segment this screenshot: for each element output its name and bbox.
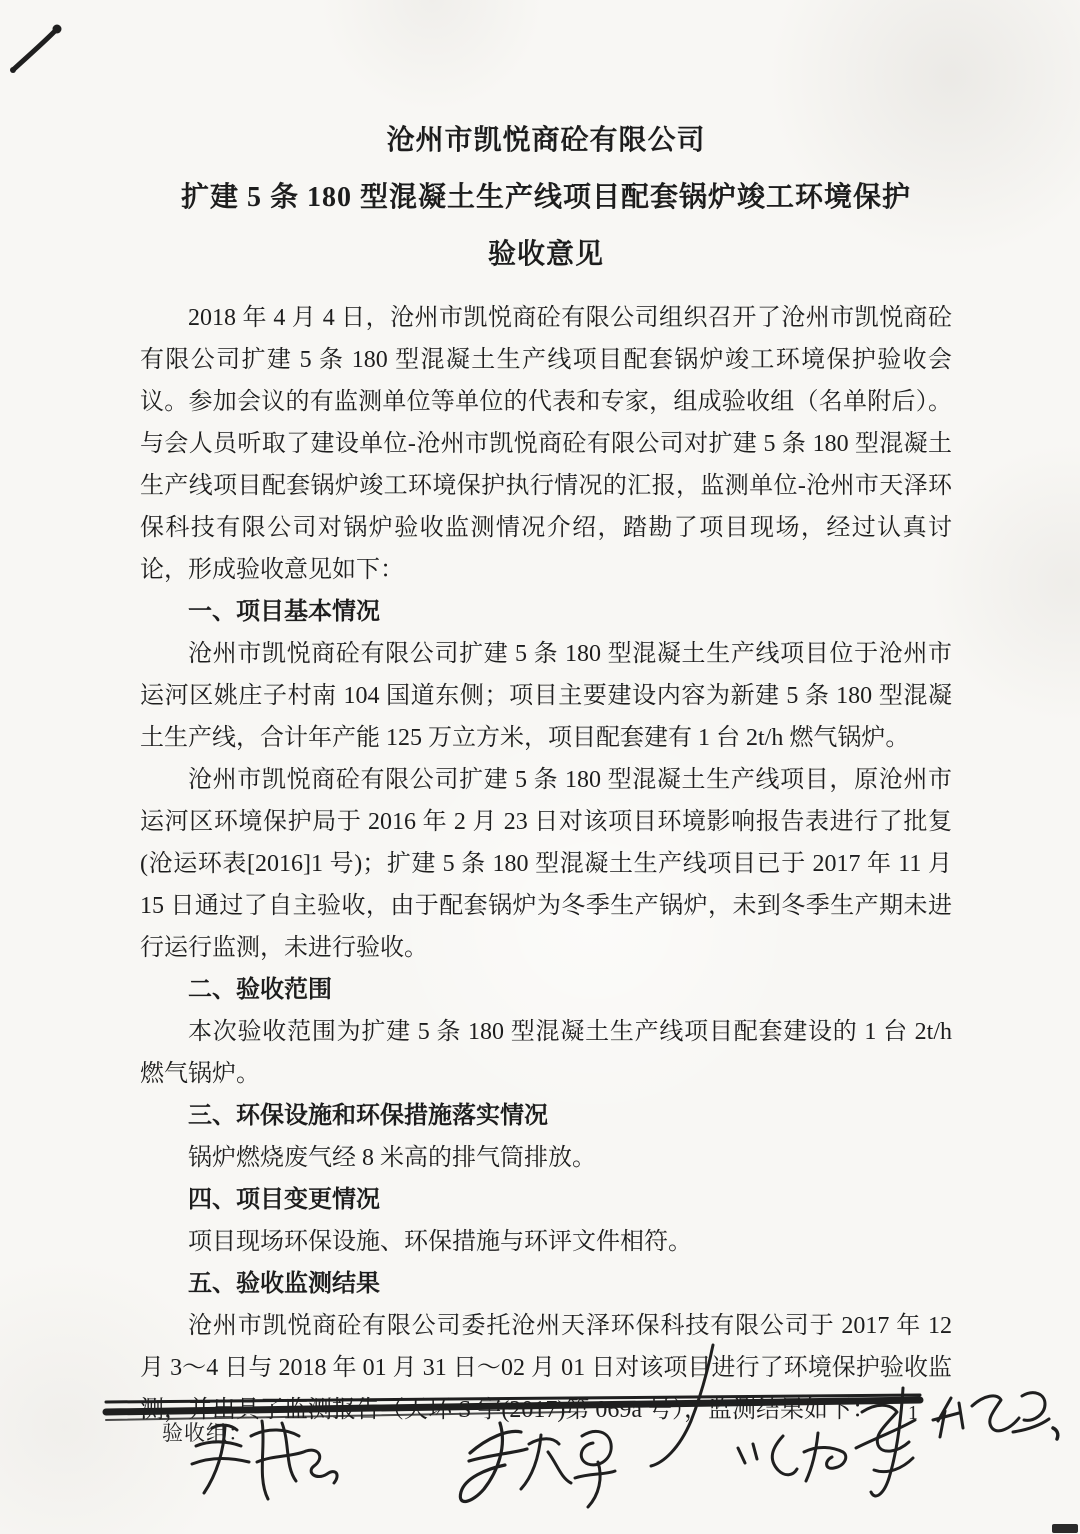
acceptance-group-label: 验收组： <box>162 1421 250 1445</box>
paragraph-project-changes: 项目现场环保设施、环保措施与环评文件相符。 <box>188 1229 692 1255</box>
scan-artifact <box>1052 1524 1078 1533</box>
title-line-2: 扩建 5 条 180 型混凝土生产线项目配套锅炉竣工环境保护 <box>180 182 911 213</box>
document-body <box>140 297 952 1431</box>
page-number: 1 <box>908 1402 918 1424</box>
paragraph-intro: 2018 年 4 月 4 日，沧州市凯悦商砼有限公司组织召开了沧州市凯悦商砼有限公司扩建 5 条 180 型混凝土生产线项目配套锅炉竣工环境保护验收会议。参加会议的有监测单位等单位的代表和专家，组成验收组（名单附后）。与会人员听取了建设单位-沧州市凯悦商砼有限公司对扩建 5 条 180 型混凝土生产线项目配套锅炉竣工环境保护执行情况的汇报，监测单位-沧州市天泽环保科技有限公司对锅炉验收监测情况介绍，踏勘了项目现场，经过认真讨论，形成验收意见如下： <box>140 305 952 583</box>
paragraph-project-basic-2: 沧州市凯悦商砼有限公司扩建 5 条 180 型混凝土生产线项目，原沧州市运河区环境保护局于 2016 年 2 月 23 日对该项目环境影响报告表进行了批复(沧运环表[2016]1 号)；扩建 5 条 180 型混凝土生产线项目已于 2017 年 11 月 15 日通过了自主验收，由于配套锅炉为冬季生产锅炉，未到冬季生产期未进行运行监测，未进行验收。 <box>140 767 952 961</box>
handwritten-signature-2 <box>460 1423 615 1507</box>
handwritten-signature-3 <box>651 1345 846 1481</box>
pen-mark-icon <box>0 0 110 110</box>
handwritten-signature-5 <box>933 1393 1058 1439</box>
paragraph-acceptance-scope: 本次验收范围为扩建 5 条 180 型混凝土生产线项目配套建设的 1 台 2t/h 燃气锅炉。 <box>140 1019 952 1087</box>
document-title <box>140 0 952 283</box>
paragraph-env-facilities: 锅炉燃烧废气经 8 米高的排气筒排放。 <box>188 1145 596 1171</box>
heading-section-5: 五、验收监测结果 <box>188 1271 380 1297</box>
paragraph-monitoring-results: 沧州市凯悦商砼有限公司委托沧州天泽环保科技有限公司于 2017 年 12 月 3～4 日与 2018 年 01 月 31 日～02 月 01 日对该项目进行了环境保护验收监测，并出具了监测报告（天环 S 字(2017)第 069a 号），监测结果如下： <box>140 1313 952 1423</box>
heading-section-2: 二、验收范围 <box>188 977 332 1003</box>
heading-section-3: 三、环保设施和环保措施落实情况 <box>188 1103 548 1129</box>
title-line-3: 验收意见 <box>487 239 604 270</box>
paragraph-project-basic-1: 沧州市凯悦商砼有限公司扩建 5 条 180 型混凝土生产线项目位于沧州市运河区姚庄子村南 104 国道东侧；项目主要建设内容为新建 5 条 180 型混凝土生产线，合计年产能 125 万立方米，项目配套建有 1 台 2t/h 燃气锅炉。 <box>140 641 952 751</box>
title-line-1: 沧州市凯悦商砼有限公司 <box>386 125 706 156</box>
heading-section-1: 一、项目基本情况 <box>188 599 380 625</box>
heading-section-4: 四、项目变更情况 <box>188 1187 380 1213</box>
